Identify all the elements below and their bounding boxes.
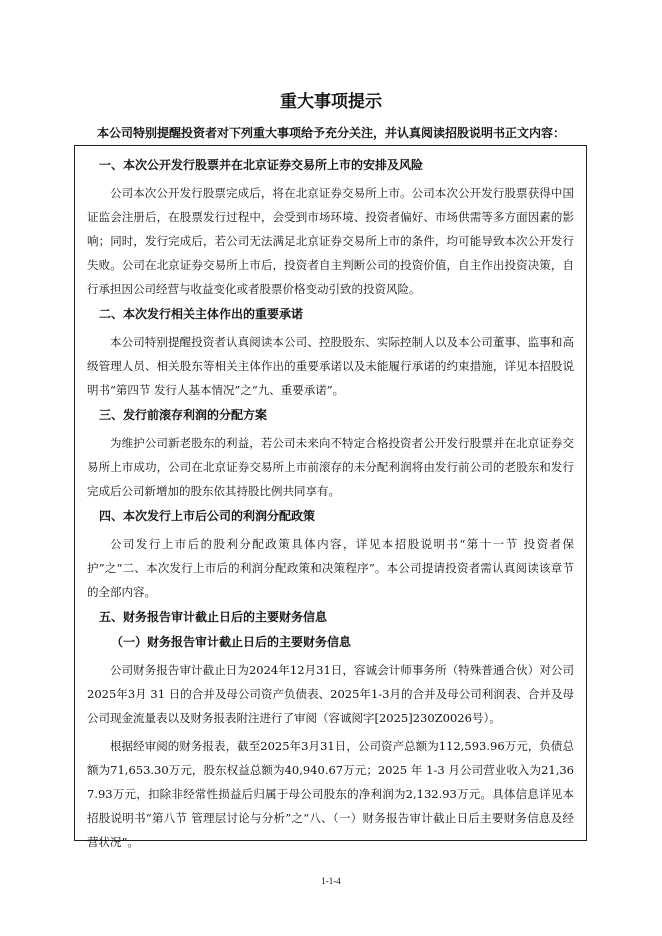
section-paragraph: 公司本次公开发行股票完成后，将在北京证券交易所上市。公司本次公开发行股票获得中国证监会注册后，在股票发行过程中，会受到市场环境、投资者偏好、市场供需等多方面因素的影响；同时，发行完成后，若公司无法满足北京证券交易所上市的条件，均可能导致本次公开发行失败。公司在北京证券交易所上市后，投资者自主判断公司的投资价值，自主作出投资决策，自行承担因公司经营与收益变化或者股票价格变动引致的投资风险。 xyxy=(87,186,574,296)
section-dividend-policy xyxy=(87,507,574,604)
section-heading: 五、财务报告审计截止日后的主要财务信息 xyxy=(99,610,328,624)
section-heading: 四、本次发行上市后公司的利润分配政策 xyxy=(99,509,316,523)
section-paragraph: 公司财务报告审计截止日为2024年12月31日，容诚会计师事务所（特殊普通合伙）对公司 2025年3月 31 日的合并及母公司资产负债表、2025年1-3月的合并及母公司利润表、合并及母公司现金流量表以及财务报表附注进行了审阅（容诚阅字[2025]230Z0026号）。 xyxy=(87,663,574,725)
section-paragraph: 公司发行上市后的股利分配政策具体内容，详见本招股说明书“第十一节 投资者保护”之“二、本次发行上市后的利润分配政策和决策程序”。本公司提请投资者需认真阅读该章节的全部内容。 xyxy=(87,537,574,599)
section-retained-profit xyxy=(87,406,574,503)
section-paragraph: 本公司特别提醒投资者认真阅读本公司、控股股东、实际控制人以及本公司董事、监事和高级管理人员、相关股东等相关主体作出的重要承诺以及未能履行承诺的约束措施，详见本招股说明书“第四节 发行人基本情况”之“九、重要承诺”。 xyxy=(87,335,574,397)
section-listing-risk xyxy=(87,156,574,301)
section-paragraph: 为维护公司新老股东的利益，若公司未来向不特定合格投资者公开发行股票并在北京证券交易所上市成功，公司在北京证券交易所上市前滚存的未分配利润将由发行前公司的老股东和发行完成后公司新增加的股东依其持股比例共同享有。 xyxy=(87,436,574,498)
section-commitments xyxy=(87,305,574,402)
subsection-heading: （一）财务报告审计截止日后的主要财务信息 xyxy=(111,635,352,649)
section-heading: 二、本次发行相关主体作出的重要承诺 xyxy=(99,307,304,321)
section-financial-info xyxy=(87,608,574,854)
intro-notice: 本公司特别提醒投资者对下列重大事项给予充分关注，并认真阅读招股说明书正文内容： xyxy=(96,126,565,140)
page-title: 重大事项提示 xyxy=(280,92,382,112)
section-heading: 一、本次公开发行股票并在北京证券交易所上市的安排及风险 xyxy=(99,158,424,172)
page-number: 1-1-4 xyxy=(321,876,341,886)
section-paragraph: 根据经审阅的财务报表，截至2025年3月31日，公司资产总额为112,593.96万元，负债总额为71,653.30万元，股东权益总额为40,940.67万元；2025 年 1-3 月公司营业收入为21,367.93万元，扣除非经常性损益后归属于母公司股东的净利润为2,132.93万元。具体信息详见本招股说明书“第八节 管理层讨论与分析”之“八、（一）财务报告审计截止日后主要财务信息及经营状况”。 xyxy=(87,739,574,849)
section-heading: 三、发行前滚存利润的分配方案 xyxy=(99,408,268,422)
content-frame xyxy=(74,145,587,849)
